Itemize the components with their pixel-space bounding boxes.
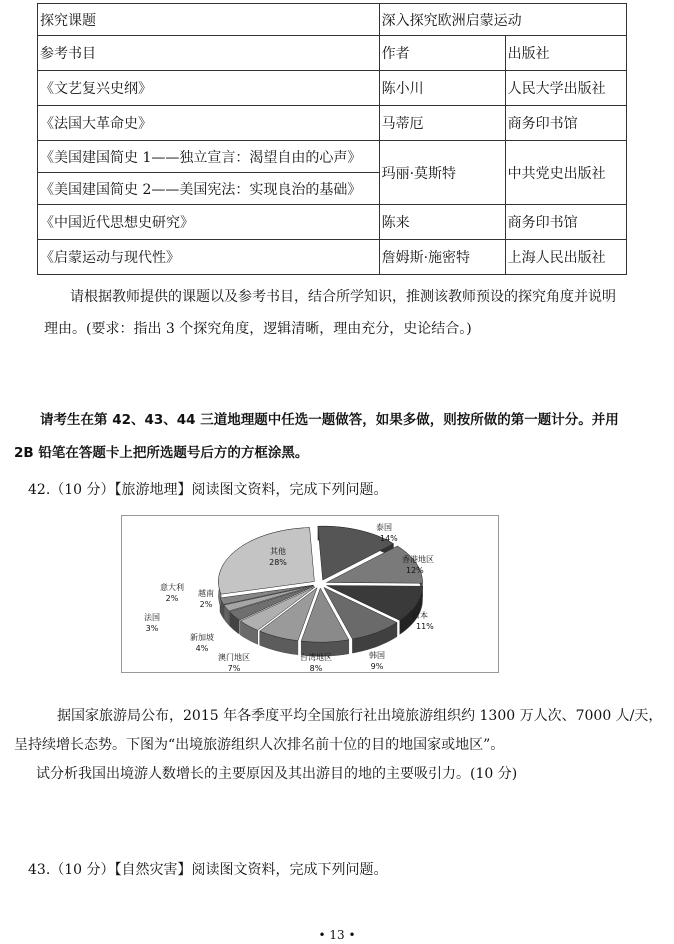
topic-value: 深入探究欧洲启蒙运动 (379, 4, 626, 36)
slice-label: 台湾地区 (300, 653, 332, 662)
slice-label: 韩国 (369, 651, 385, 660)
slice-label: 新加坡 (190, 633, 214, 642)
table-row (38, 4, 627, 36)
book-author: 詹姆斯·施密特 (379, 240, 505, 275)
slice-value-label: 2% (165, 594, 179, 603)
pie-slice (218, 528, 314, 595)
slice-label: 意大利 (160, 583, 184, 592)
pie-chart-svg (122, 516, 498, 672)
slice-value-label: 8% (309, 664, 323, 672)
slice-label: 法国 (144, 613, 160, 622)
reference-table (37, 3, 627, 275)
book-title: 《启蒙运动与现代性》 (38, 240, 380, 275)
table-row (38, 240, 627, 275)
slice-value-label: 4% (195, 644, 209, 653)
table-row (38, 141, 627, 173)
book-publisher: 中共党史出版社 (505, 141, 626, 205)
book-publisher: 商务印书馆 (505, 106, 626, 141)
book-publisher: 上海人民出版社 (505, 240, 626, 275)
col-header-book: 参考书目 (38, 36, 380, 71)
book-title: 《法国大革命史》 (38, 106, 380, 141)
q43-heading: 43.（10 分）【自然灾害】阅读图文资料，完成下列问题。 (28, 862, 388, 878)
col-header-author: 作者 (379, 36, 505, 71)
slice-label: 其他 (270, 547, 286, 556)
slice-value-label: 14% (380, 534, 398, 543)
q42-para1: 据国家旅游局公布，2015 年各季度平均全国旅行社出境旅游组织约 1300 万人次、7000 人/天， (57, 708, 663, 724)
slice-label: 越南 (198, 589, 214, 598)
q42-para3: 试分析我国出境游人数增长的主要原因及其出游目的地的主要吸引力。(10 分) (36, 766, 518, 782)
slice-label: 澳门地区 (218, 653, 250, 662)
slice-label: 香港地区 (402, 555, 434, 564)
book-publisher: 商务印书馆 (505, 205, 626, 240)
q42-para2: 呈持续增长态势。下图为“出境旅游组织人次排名前十位的目的地国家或地区”。 (14, 737, 505, 753)
slice-label: 日本 (412, 611, 428, 620)
table-header-row (38, 36, 627, 71)
book-author: 陈来 (379, 205, 505, 240)
q42-heading: 42.（10 分）【旅游地理】阅读图文资料，完成下列问题。 (28, 482, 388, 498)
notice-line2: 2B 铅笔在答题卡上把所选题号后方的方框涂黑。 (14, 445, 309, 461)
slice-value-label: 3% (145, 624, 159, 633)
book-title: 《中国近代思想史研究》 (38, 205, 380, 240)
slice-value-label: 28% (269, 558, 287, 567)
slice-value-label: 7% (227, 664, 241, 672)
q41-line2: 理由。(要求：指出 3 个探究角度，逻辑清晰，理由充分，史论结合。) (44, 321, 472, 337)
notice-line1: 请考生在第 42、43、44 三道地理题中任选一题做答，如果多做，则按所做的第一题计分。并用 (40, 412, 619, 428)
page-number: • 13 • (318, 928, 356, 942)
book-author: 玛丽·莫斯特 (379, 141, 505, 205)
book-title: 《文艺复兴史纲》 (38, 71, 380, 106)
pie-chart (121, 515, 499, 673)
slice-value-label: 2% (199, 600, 213, 609)
book-title: 《美国建国简史 1——独立宣言：渴望自由的心声》 (38, 141, 380, 173)
slice-value-label: 9% (370, 662, 384, 671)
book-title: 《美国建国简史 2——美国宪法：实现良治的基础》 (38, 173, 380, 205)
slice-value-label: 12% (406, 566, 424, 575)
col-header-publisher: 出版社 (505, 36, 626, 71)
table-row (38, 106, 627, 141)
book-publisher: 人民大学出版社 (505, 71, 626, 106)
book-author: 陈小川 (379, 71, 505, 106)
slice-label: 泰国 (376, 523, 392, 532)
topic-label: 探究课题 (38, 4, 380, 36)
table-row (38, 71, 627, 106)
slice-value-label: 11% (416, 622, 434, 631)
table-row (38, 205, 627, 240)
book-author: 马蒂厄 (379, 106, 505, 141)
q41-line1: 请根据教师提供的课题以及参考书目，结合所学知识，推测该教师预设的探究角度并说明 (70, 289, 616, 305)
